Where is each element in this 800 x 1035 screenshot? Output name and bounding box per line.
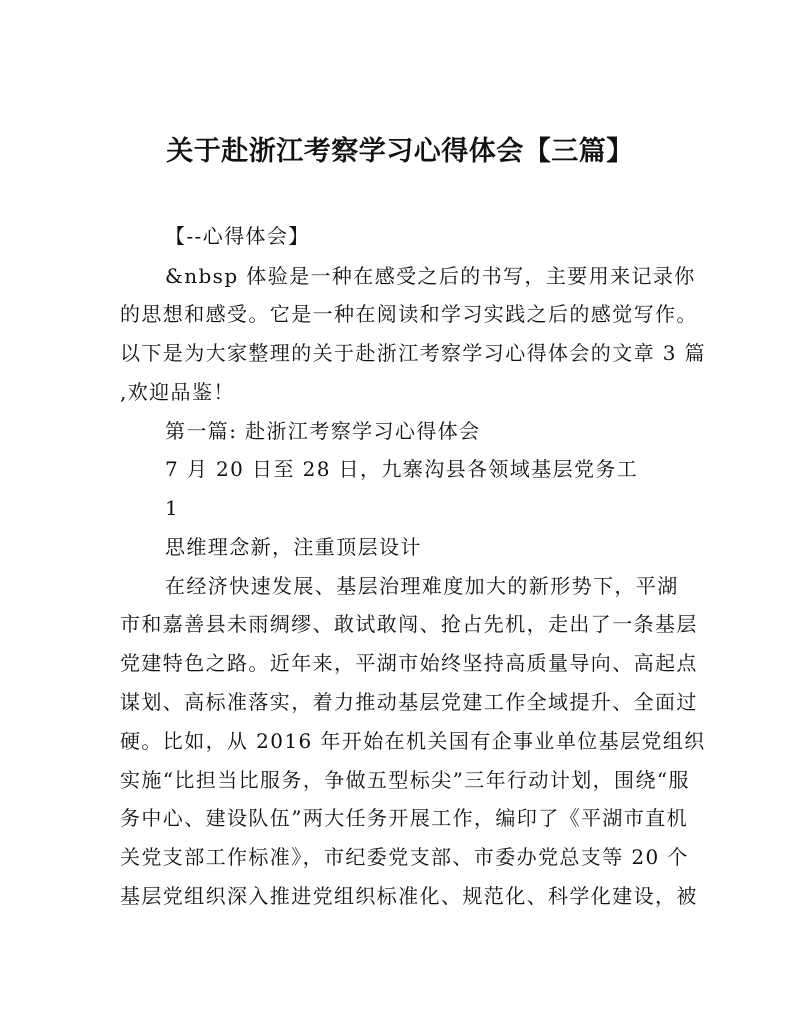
document-title: 关于赴浙江考察学习心得体会【三篇】 xyxy=(166,136,634,167)
paragraph-line: 以下是为大家整理的关于赴浙江考察学习心得体会的文章 3 篇 xyxy=(120,341,707,365)
paragraph-line: 基层党组织深入推进党组织标准化、规范化、科学化建设，被 xyxy=(120,884,698,908)
paragraph-line: 实施“比担当比服务，争做五型标尖”三年行动计划，围绕“服 xyxy=(120,768,690,792)
paragraph-line: 党建特色之路。近年来，平湖市始终坚持高质量导向、高起点 xyxy=(120,651,698,675)
paragraph-line: 7 月 20 日至 28 日，九寨沟县各领域基层党务工 xyxy=(165,457,639,481)
paragraph-line: 关党支部工作标准》，市纪委党支部、市委办党总支等 20 个 xyxy=(120,845,689,869)
paragraph-line: 在经济快速发展、基层治理难度加大的新形势下，平湖 xyxy=(165,574,679,598)
paragraph-line: 1 xyxy=(165,496,180,520)
paragraph-line: 谋划、高标准落实，着力推动基层党建工作全域提升、全面过 xyxy=(120,690,698,714)
paragraph-line: 硬。比如，从 2016 年开始在机关国有企事业单位基层党组织 xyxy=(120,729,706,753)
section-heading: 第一篇: 赴浙江考察学习心得体会 xyxy=(165,419,481,443)
paragraph-line: &nbsp 体验是一种在感受之后的书写，主要用来记录你 xyxy=(165,264,696,288)
paragraph-line: 务中心、建设队伍”两大任务开展工作，编印了《平湖市直机 xyxy=(120,806,689,830)
subheading: 思维理念新，注重顶层设计 xyxy=(165,535,422,559)
paragraph-line: 的思想和感受。它是一种在阅读和学习实践之后的感觉写作。 xyxy=(120,302,698,326)
paragraph-line: 市和嘉善县未雨绸缪、敢试敢闯、抢占先机，走出了一条基层 xyxy=(120,612,698,636)
category-tag: 【--心得体会】 xyxy=(165,224,310,248)
paragraph-line: ,欢迎品鉴！ xyxy=(120,380,235,404)
